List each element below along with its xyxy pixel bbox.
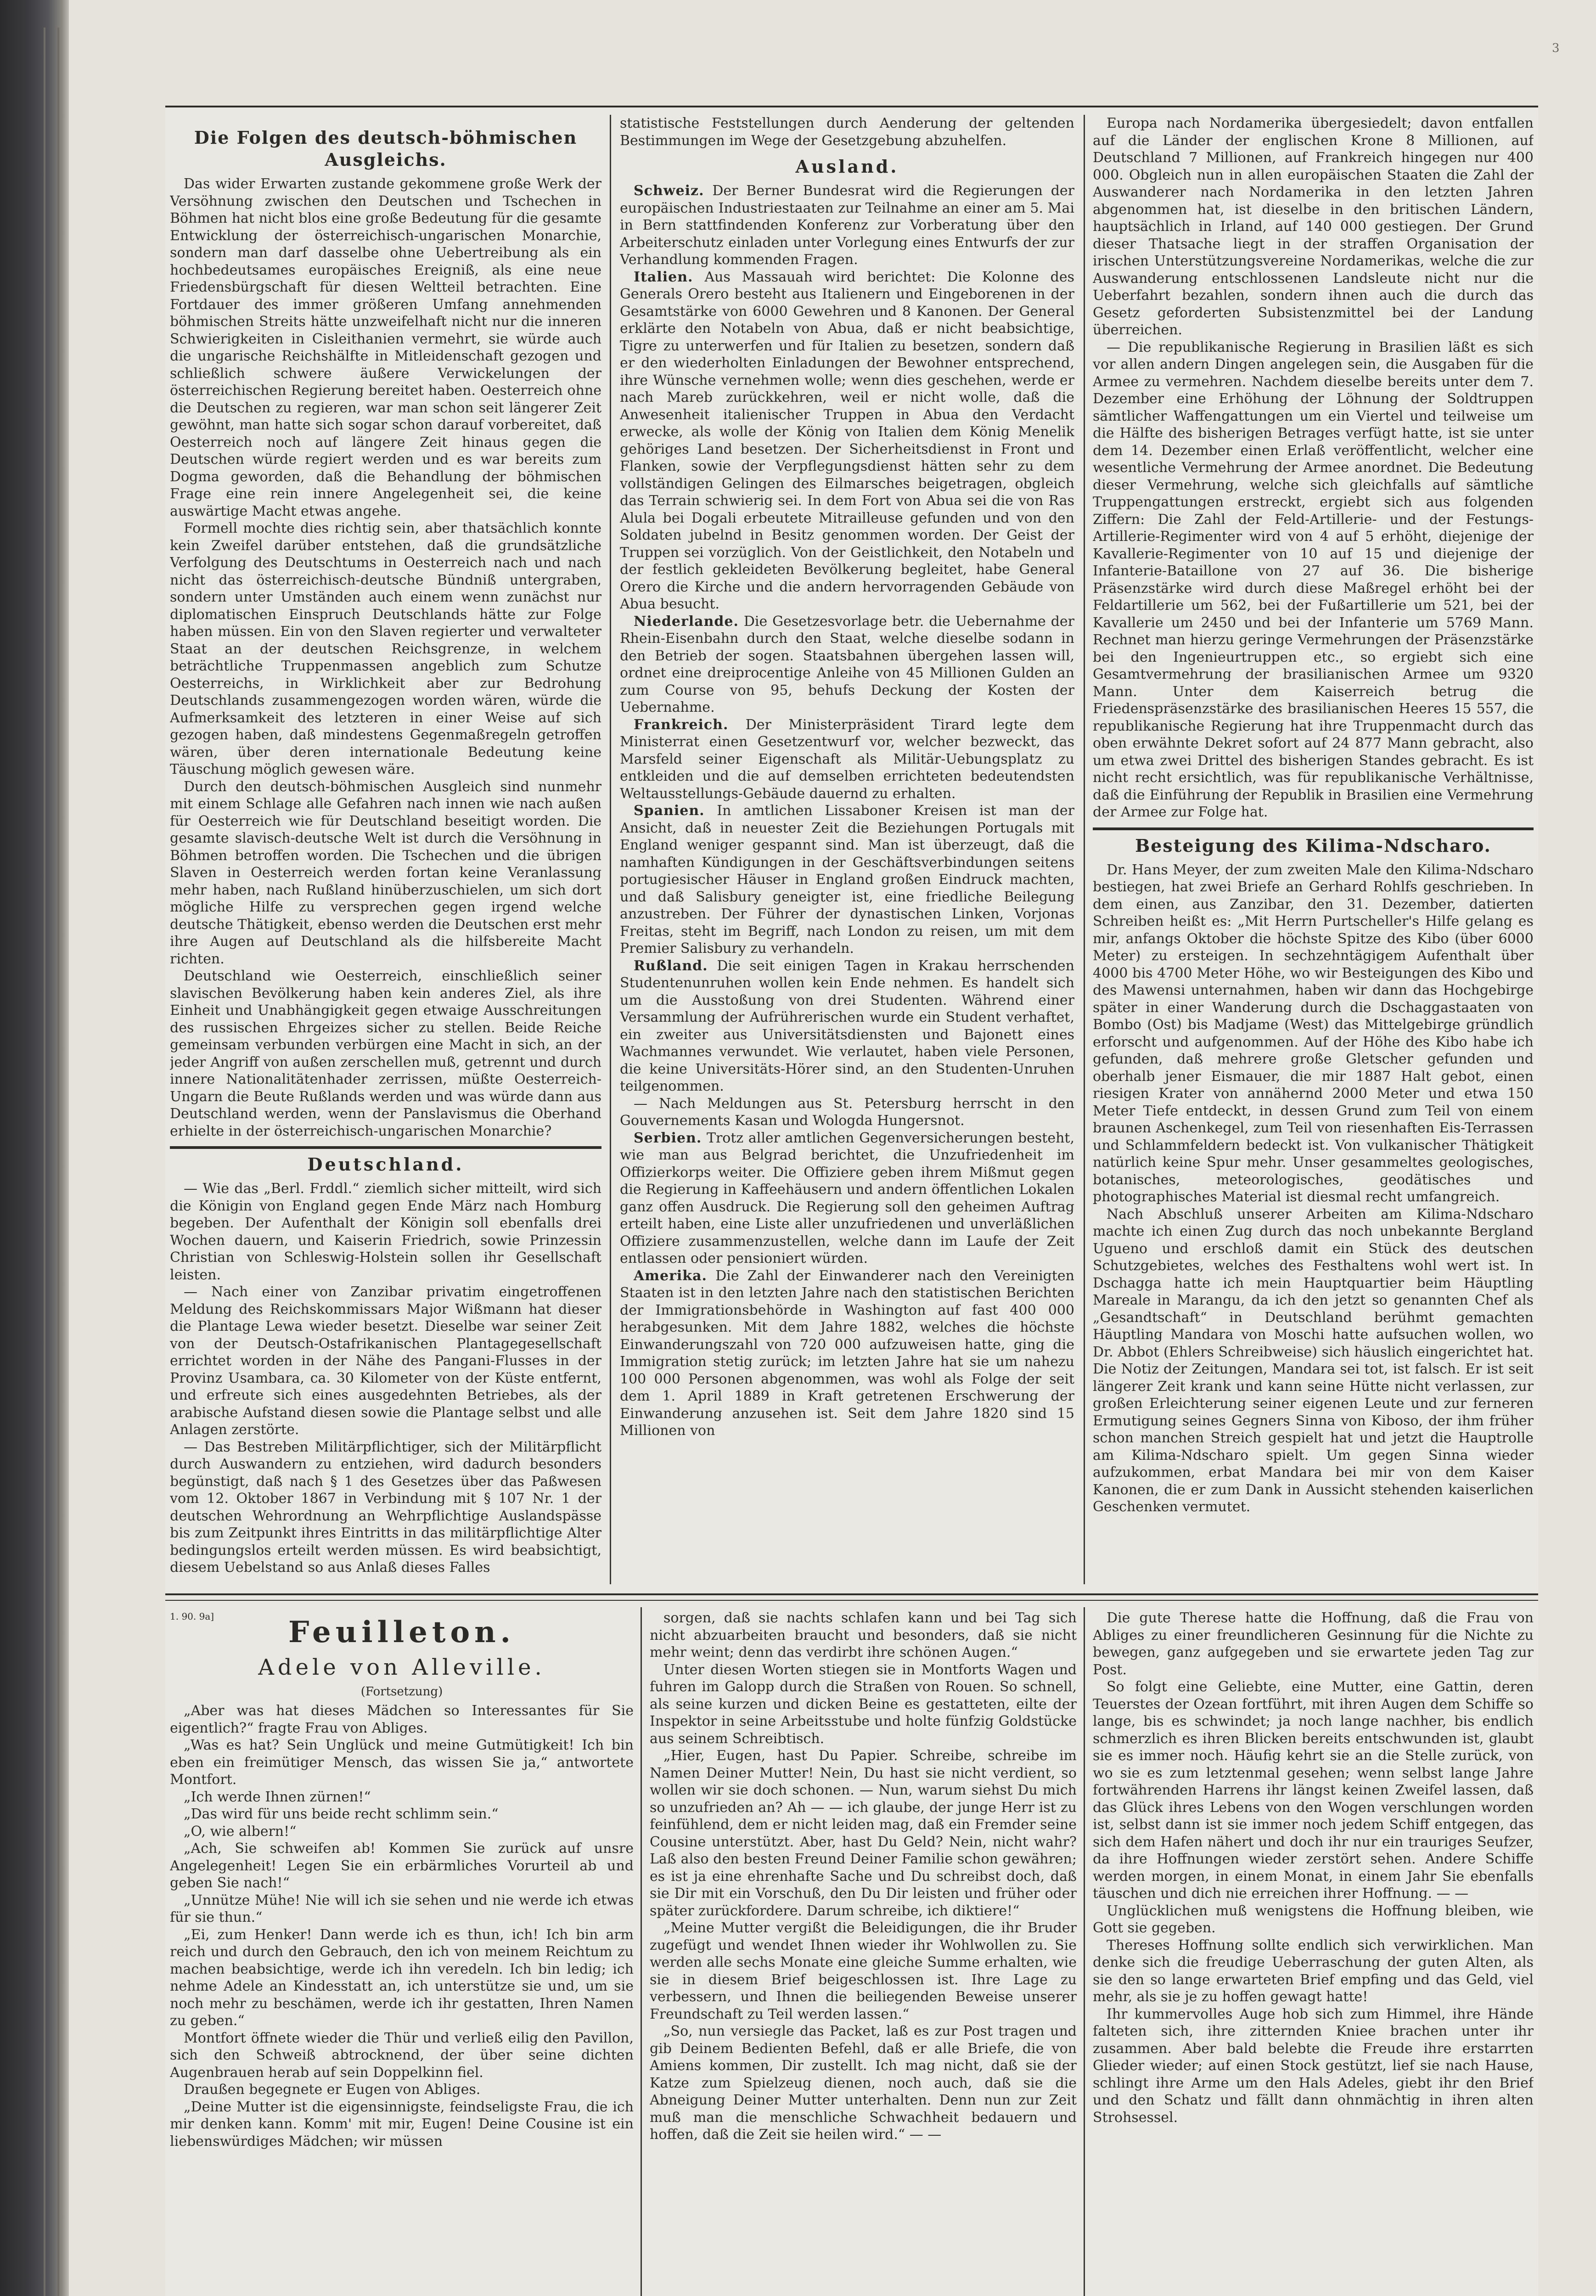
article-body-ausgleich [170,175,601,1140]
feuilleton-column-3 [1093,1609,1534,2296]
news-item-country: Schweiz. [634,183,704,199]
news-item: — Das Bestreben Militärpflichtiger, sich der Militärpflicht durch Auswandern zu entziehen, wird dadurch besonders begünstigt, daß nach § 1 des Gesetzes über das Paßwesen vom 12. Oktober 1867 in Verbindung mit § 107 Nr. 1 der deutschen Wehrordnung an Wehrpflichtige Auslandspässe bis zum Zeitpunkt ihres Eintritts in das militärpflichtige Alter bedingungslos erteilt werden müssen. Es wird beabsichtigt, diesem Uebelstand so aus Anlaß dieses Falles [170,1439,601,1576]
news-item [620,716,1074,803]
novel-text-3 [1093,1609,1534,2126]
novel-paragraph: „Das wird für uns beide recht schlimm sein.“ [184,1806,499,1822]
news-item-country: Amerika. [634,1267,707,1284]
news-item-country: Frankreich. [634,716,729,733]
novel-paragraph: Ihr kummervolles Auge hob sich zum Himmel, ihre Hände falteten sich, ihre zitternden Kniee brachen unter ihr zusammen. Aber bald belebte die Freude ihre erstarrten Glieder wieder; auf einen Stock gestützt, lief sie nach Hause, schlingt ihre Arme um den Hals Adeles, giebt ihr den Brief und den Schatz und fällt dann ohnmächtig in ihren alten Strohsessel. [1093,2006,1534,2126]
news-item-country: Rußland. [634,957,708,974]
news-item-text: Trotz aller amtlichen Gegenversicherungen besteht, wie man aus Belgrad berichtet, die Unzufriedenheit im Offizierkorps weiter. Die Offiziere geben ihrem Mißmut gegen die Regierung in Kaffeehäusern und andern öffentlichen Lokalen ganz offen Ausdruck. Die Regierung soll den geheimen Auftrag erteilt haben, eine Liste aller unzufriedenen und unverläßlichen Offiziere zusammenzustellen, welche dann im Laufe der Zeit entlassen oder pensioniert würden. [620,1130,1074,1266]
top-rule [165,106,1538,107]
novel-paragraph: „Was es hat? Sein Unglück und meine Gutmütigkeit! Ich bin eben ein freimütiger Mensch, das wissen Sie ja,“ antwortete Montfort. [170,1737,634,1788]
novel-paragraph: „Ach, Sie schweifen ab! Kommen Sie zurück auf unsre Angelegenheit! Legen Sie ein erbärmliches Vorurteil ab und geben Sie nach!“ [170,1840,634,1891]
news-item-text: Die Zahl der Einwanderer nach den Vereinigten Staaten ist in den letzten Jahre nach den statistischen Berichten der Immigrationsbehörde in Washington auf fast 400 000 herabgesunken. Mit dem Jahre 1882, welches die höchste Einwanderungszahl von 720 000 aufzuweisen hatte, ging die Immigration stetig zurück; im letzten Jahre hat sie um nahezu 100 000 Personen abgenommen, was wohl als Folge der seit dem 1. April 1889 in Kraft getretenen Erschwerung der Einwanderung anzusehen ist. Seit dem Jahre 1820 sind 15 Millionen von [620,1267,1074,1439]
column-rule [1084,115,1085,1584]
news-item-text: Die seit einigen Tagen in Krakau herrschenden Studentenunruhen wollen kein Ende nehmen. Es handelt sich um die Ausstoßung von drei Studenten. Während einer Versammlung der Aufrührerischen wurde ein Student verhaftet, ein zweiter aus Universitätsdiensten und Bajonett eines Wachmannes verwundet. Wie verlautet, haben viele Personen, die keine Universitäts-Hörer sind, an den Studenten-Unruhen teilgenommen. [620,957,1074,1094]
article-body-kilima [1093,861,1534,1516]
novel-paragraph: „So, nun versiegle das Packet, laß es zur Post tragen und gib Deinem Bedienten Befehl, daß er alle Briefe, die von Amiens kommen, Dir zustellt. Ich mag nicht, daß sie der Katze zum Spielzeug dienen, noch auch, daß sie die Abneigung Deiner Mutter unterhalten. Denn nun zur Zeit muß man die menschliche Schwachheit bedauern und hoffen, daß die Zeit sie heilen wird.“ — — [650,2023,1077,2143]
paragraph: Nach Abschluß unserer Arbeiten am Kilima-Ndscharo machte ich einen Zug durch das noch unbekannte Bergland Ugueno und erschloß damit ein Stück des deutschen Schutzgebietes, welches des Festhaltens wohl wert ist. In Dschagga hatte ich mein Hauptquartier beim Häuptling Mareale in Marangu, da ich den jetzt so genannten Chef als „Gesandtschaft“ in Deutschland berühmt gemachten Häuptling Mandara von Moschi hatte aufsuchen wollen, wo Dr. Abbot (Ehlers Schreibweise) sich häuslich eingerichtet hat. Die Notiz der Zeitungen, Mandara sei tot, ist falsch. Er ist seit längerer Zeit krank und kann seine Hütte nicht verlassen, zur großen Erleichterung seiner eigenen Leute und zur ferneren Ermutigung seines Gegners Sinna von Kiboso, der ihm früher schon manchen Streich gespielt hat und jetzt die Hauptrolle am Kilima-Ndscharo spielt. Um gegen Sinna wieder aufzukommen, erbat Mandara bei mir von dem Kaiser Kanonen, die er zum Dank in Aussicht stehenden kaiserlichen Geschenken vermutet. [1093,1206,1534,1515]
left-column [170,124,601,1584]
paragraph: — Die republikanische Regierung in Brasilien läßt es sich vor allen andern Dingen angelegen sein, die Ausgaben für die Armee zu vermehren. Nachdem dieselbe bereits unter dem 7. Dezember eine Erhöhung der Löhnung der Soldtruppen sämtlicher Waffengattungen um ein Viertel und teilweise um die Hälfte des bisherigen Betrages verfügt hatte, ist sie unter dem 14. Dezember einen Erlaß veröffentlicht, welcher eine wesentliche Vermehrung der Armee anordnet. Die Bedeutung dieser Vermehrung, welche sich gleichfalls auf sämtliche Truppengattungen erstreckt, ergiebt sich aus folgenden Ziffern: Die Zahl der Feld-Artillerie- und der Festungs-Artillerie-Regimenter wird von 4 auf 5 erhöht, diejenige der Kavallerie-Regimenter von 10 auf 15 und diejenige der Infanterie-Bataillone von 27 auf 36. Die bisherige Präsenzstärke wird durch diese Maßregel erhöht bei der Feldartillerie um 562, bei der Fußartillerie um 521, bei der Kavallerie um 2450 und bei der Infanterie um 5769 Mann. Rechnet man hierzu geringe Vermehrungen der Präsenzstärke bei den Ingenieurtruppen etc., so ergiebt sich eine Gesamtvermehrung der brasilianischen Armee um 9320 Mann. Unter dem Kaiserreich betrug die Friedenspräsenzstärke des brasilianischen Heeres 15 557, die republikanische Regierung hat ihre Truppenmacht durch das oben erwähnte Dekret sofort auf 24 877 Mann gebracht, also um etwa zwei Drittel des bisherigen Standes gebracht. Es ist nicht recht ersichtlich, was für republikanische Verhältnisse, daß die Einführung der Republik in Brasilien eine Vermehrung der Armee zur Folge hat. [1093,339,1534,820]
continuation-note: (Fortsetzung) [360,1685,443,1699]
novel-paragraph: „Aber was hat dieses Mädchen so Interessantes für Sie eigentlich?“ fragte Frau von Abliges. [170,1703,634,1736]
book-binding [0,0,69,2296]
novel-paragraph: Thereses Hoffnung sollte endlich sich verwirklichen. Man denke sich die freudige Ueberraschung der guten Alten, als sie den so lange erwarteten Brief empfing und das Geld, viel mehr, als sie je zu hoffen gewagt hatte! [1093,1937,1534,2005]
news-item [620,802,1074,957]
section-body-ausland [620,182,1074,1440]
issue-tag: 1. 90. 9a] [170,1611,214,1622]
novel-paragraph: „Unnütze Mühe! Nie will ich sie sehen und nie werde ich etwas für sie thun.“ [170,1892,634,1925]
news-item-text: Die Gesetzesvorlage betr. die Uebernahme der Rhein-Eisenbahn durch den Staat, welche dieselbe sodann in den Betrieb der sogen. Staatsbahnen übergehen lassen will, ordnet eine dreiprocentige Anleihe von 45 Millionen Gulden an zum Course von 95, behufs Deckung der Kosten der Uebernahme. [620,613,1074,715]
novel-paragraph: sorgen, daß sie nachts schlafen kann und bei Tag sich nicht abzuarbeiten braucht und besonders, daß sie nicht mehr weint; denn das verdirbt ihre schönen Augen.“ [650,1610,1077,1660]
right-column [1093,115,1534,1584]
section-body-deutschland [170,1180,601,1576]
article-title-kilima: Besteigung des Kilima-Ndscharo. [1135,835,1491,856]
section-title-deutschland: Deutschland. [307,1154,464,1175]
novel-text-2 [650,1609,1077,2144]
novel-paragraph: „Deine Mutter ist die eigensinnigste, feindseligste Frau, die ich mir denken kann. Komm' mit mir, Eugen! Deine Cousine ist ein liebenswürdiges Mädchen; wir müssen [170,2099,634,2150]
paragraph: Europa nach Nordamerika übergesiedelt; davon entfallen auf die Länder der englischen Krone 8 Millionen, auf Deutschland 7 Millionen, auf Frankreich hingegen nur 400 000. Obgleich nun in allen europäischen Staaten die Zahl der Auswanderer nach Nordamerika in den letzten Jahren abgenommen hat, ist dieselbe in den britischen Ländern, hauptsächlich in Irland, auf 140 000 gestiegen. Der Grund dieser Thatsache liegt in der straffen Organisation der irischen Unterstützungsvereine Nordamerikas, welche die zur Auswanderung entschlossenen Landsleute nicht nur die Ueberfahrt bezahlen, sondern ihnen auch die durch das Gesetz geforderten Subsistenzmittel bei der Landung überreichen. [1093,115,1534,338]
paragraph: Deutschland wie Oesterreich, einschließlich seiner slavischen Bevölkerung haben kein anderes Ziel, als ihre Einheit und Unabhängigkeit gegen etwaige Ausschreitungen des russischen Ehrgeizes sicher zu stellen. Beide Reiche gemeinsam verbunden verbürgen eine Macht in sich, an der jeder Angriff von außen zerschellen muß, getrennt und durch innere Nationalitätenhader zerrissen, müßte Oesterreich-Ungarn die Beute Rußlands werden und was würde dann aus Deutschland werden, wenn der Panslavismus die Oberhand erhielte in der österreichisch-ungarischen Monarchie? [170,968,601,1139]
novel-paragraph: „Ich werde Ihnen zürnen!“ [184,1789,371,1805]
news-item-text: Aus Massauah wird berichtet: Die Kolonne des Generals Orero besteht aus Italienern und Eingeborenen in der Gesamtstärke von 6000 Gewehren und 8 Kanonen. Der General erklärte den Notabeln von Abua, daß er nicht beabsichtige, Tigre zu unterwerfen und für Italien zu besetzen, sondern daß er den wiederholten Einladungen der Bewohner entsprechend, ihre Wünsche vernehmen wolle; wenn dies geschehen, werde er nach Mareb zurückkehren, weil er nicht wolle, daß die Anwesenheit italienischer Truppen in Abua den Verdacht erwecke, als wolle der König von Italien dem König Menelik gehöriges Land besetzen. Der Sicherheitsdienst in Front und Flanken, sowie der Verpflegungsdienst hätten sehr zu dem vollständigen Gelingen des Eilmarsches beigetragen, obgleich das Terrain schwierig sei. In dem Fort von Abua sei die von Ras Alula bei Dogali erbeutete Mitrailleuse gefunden und von den Soldaten jubelnd in Besitz genommen worden. Der Geist der Truppen sei vorzüglich. Von der Geistlichkeit, den Notabeln und der festlich gekleideten Bevölkerung begleitet, habe General Orero die Kirche und die andern hervorragenden Gebäude von Abua besucht. [620,269,1074,612]
news-item [620,1267,1074,1440]
middle-column [620,115,1074,1584]
news-item: — Nach einer von Zanzibar privatim eingetroffenen Meldung des Reichskommissars Major Wißmann hat dieser die Plantage Lewa wieder besetzt. Dieselbe war seiner Zeit von der Deutsch-Ostafrikanischen Plantagegesellschaft errichtet worden in der Nähe des Pangani-Flusses in der Provinz Usambara, ca. 30 Kilometer von der Küste entfernt, und erfreute sich eines ausgedehnten Betriebes, als der arabische Aufstand diesen sowie die Plantage selbst und alle Anlagen zerstörte. [170,1284,601,1438]
novel-paragraph: „Ei, zum Henker! Dann werde ich es thun, ich! Ich bin arm reich und durch den Gebrauch, den ich von meinem Reichtum zu machen beabsichtige, werde ich ihn veredeln. Ich bin ledig; ich nehme Adele an Kindesstatt an, ich unterstütze sie und, um sie noch mehr zu beschämen, werde ich ihr gestatten, Ihren Namen zu geben.“ [170,1926,634,2029]
paragraph: Dr. Hans Meyer, der zum zweiten Male den Kilima-Ndscharo bestiegen, hat zwei Briefe an Gerhard Rohlfs geschrieben. In dem einen, aus Zanzibar, den 31. Dezember, datierten Schreiben heißt es: „Mit Herrn Purtscheller's Hilfe gelang es mir, anfangs Oktober die höchste Spitze des Kibo (über 6000 Meter) zu ersteigen. In sechzehntägigem Aufenthalt über 4000 bis 4700 Meter Höhe, wo wir Besteigungen des Kibo und des Mawensi unternahmen, haben wir dann das Hochgebirge später in einer Wanderung durch die Dschaggastaaten von Bombo (Ost) bis Madjame (West) das Mittelgebirge gründlich erforscht und aufgenommen. Auf der Höhe des Kibo habe ich gefunden, daß mehrere große Gletscher gefunden und oberhalb jener Eismauer, die mir 1887 Halt gebot, einen riesigen Krater von annähernd 2000 Meter und etwa 150 Meter Tiefe entdeckt, in dessen Grund zum Teil von einem braunen Aschenkegel, zum Teil von riesenhaften Eis-Terrassen und Schlammfeldern bedeckt ist. Von vulkanischer Thätigkeit natürlich keine Spur mehr. Unser gesammeltes geologisches, botanisches, meteorologisches, geodätisches und photographisches Material ist diesmal recht umfangreich. [1093,861,1534,1205]
feuilleton-column-1 [170,1609,634,2296]
paragraph: Durch den deutsch-böhmischen Ausgleich sind nunmehr mit einem Schlage alle Gefahren nach innen wie nach außen für Oesterreich wie für Deutschland beseitigt worden. Die gesamte slavisch-deutsche Welt ist durch die Versöhnung in Böhmen betroffen worden. Die Tschechen und die übrigen Slaven in Oesterreich werden fortan keine Veranlassung mehr haben, nach Rußland hinüberzuschielen, um sich dort mögliche Hilfe zu versprechen gegen irgend welche deutsche Thätigkeit, ebenso werden die Deutschen erst mehr ihre Augen auf Deutschland als die hilfsbereite Macht richten. [170,778,601,967]
novel-paragraph: „Meine Mutter vergißt die Beleidigungen, die ihr Bruder zugefügt und wendet Ihnen wieder ihr Wohlwollen zu. Sie werden alle sechs Monate eine gleiche Summe erhalten, wie sie in diesem Brief beigeschlossen ist. Ihre Lage zu verbessern, und Ihnen die beiliegenden Beweise unserer Freundschaft zu Teil werden lassen.“ [650,1920,1077,2022]
novel-paragraph: „O, wie albern!“ [184,1823,297,1840]
news-item: — Wie das „Berl. Frddl.“ ziemlich sicher mitteilt, wird sich die Königin von England gegen Ende März nach Homburg begeben. Der Aufenthalt der Königin soll ebenfalls drei Wochen dauern, und Kaiserin Friedrich, sowie Prinzessin Christian von Schleswig-Holstein sollen ihr Gesellschaft leisten. [170,1181,601,1283]
binding-rules [44,28,59,2296]
novel-paragraph: Draußen begegnete er Eugen von Abliges. [184,2082,481,2098]
column-rule [610,115,611,1584]
news-item-country: Niederlande. [634,613,739,630]
novel-paragraph: Montfort öffnete wieder die Thür und verließ eilig den Pavillon, sich den Schweiß abtrocknend, der über seine dichten Augenbrauen herab auf sein Doppelkinn fiel. [170,2030,634,2081]
article-body-brasilien [1093,115,1534,821]
opening-paragraph: statistische Feststellungen durch Aenderung der geltenden Bestimmungen im Wege der Gesetzgebung abzuhelfen. [620,115,1074,149]
news-item-text: — Nach Meldungen aus St. Petersburg herrscht in den Gouvernements Kasan und Wologda Hungersnot. [620,1095,1074,1129]
section-divider [1093,827,1534,830]
section-title-ausland: Ausland. [795,156,899,177]
novel-paragraph: Unter diesen Worten stiegen sie in Montforts Wagen und fuhren im Galopp durch die Straßen von Rouen. So schnell, als seine kurzen und dicken Beine es gestatteten, eilte der Inspektor in seine Arbeitsstube und holte fünfzig Goldstücke aus seinem Schreibtisch. [650,1661,1077,1747]
news-item-country: Italien. [634,269,693,285]
news-item [620,957,1074,1095]
feuilleton-title: Feuilleton. [288,1615,515,1649]
news-item-text: Der Berner Bundesrat wird die Regierungen der europäischen Industriestaaten zur Teilnahme an einer am 5. Mai in Bern stattfindenden Konferenz zur Vorberatung über den Arbeiterschutz einladen unter Vorlegung eines Entwurfs der zur Verhandlung kommenden Fragen. [620,183,1074,268]
page-corner-mark: 3 [1552,41,1560,55]
news-item-text: Der Ministerpräsident Tirard legte dem Ministerrat einen Gesetzentwurf vor, welcher bezweckt, das Marsfeld seiner Eigenschaft als Militär-Uebungsplatz zu entkleiden und die auf demselben errichteten bedeutendsten Weltausstellungs-Gebäude dauernd zu erhalten. [620,716,1074,802]
feuilleton-column-2 [650,1609,1077,2296]
news-item [620,1095,1074,1130]
novel-paragraph: Unglücklichen muß wenigstens die Hoffnung bleiben, wie Gott sie gegeben. [1093,1902,1534,1936]
novel-text-1 [170,1702,634,2150]
novel-paragraph: Die gute Therese hatte die Hoffnung, daß die Frau von Abliges zu einer freundlicheren Gesinnung für die Nichte zu bewegen, ganz aufgegeben und sie erwartete jeden Tag zur Post. [1093,1610,1534,1678]
column-rule [1084,1607,1085,2296]
article-title-ausgleich: Die Folgen des deutsch-böhmischen Ausgleichs. [194,127,578,170]
news-item [620,613,1074,716]
feuilleton-rule-thin [165,1600,1538,1601]
news-item-text: In amtlichen Lissaboner Kreisen ist man der Ansicht, daß in neuester Zeit die Beziehungen Portugals mit England weniger gespannt sind. Man ist überzeugt, daß die namhaften Kündigungen in der Geschäftsverbindungen seitens portugiesischer Häuser in England großen Eindruck machten, und daß Salisbury geneigter ist, eine friedliche Beilegung anzustreben. Der Führer der dynastischen Linken, Vorjonas Freitas, steht im Begriff, nach London zu reisen, um mit dem Premier Salisbury zu verhandeln. [620,803,1074,957]
paragraph: Formell mochte dies richtig sein, aber thatsächlich konnte kein Zweifel darüber entstehen, daß die grundsätzliche Verfolgung des Deutschtums in Oesterreich nach und nach nicht das österreichisch-deutsche Bündniß untergraben, sondern unter Umständen auch einem wenn zunächst nur diplomatischen Einspruch Deutschlands hätte zur Folge haben müssen. Ein von den Slaven regierter und verwalteter Staat an der deutschen Reichsgrenze, in welchem beträchtliche Truppenmassen angeblich zum Schutze Oesterreichs, in Wirklichkeit aber zur Bedrohung Deutschlands zusammengezogen worden wären, würde die Aufmerksamkeit des letzteren in einer Weise auf sich gezogen haben, daß mindestens Gegenmaßregeln getroffen wären, über deren internationale Bedeutung keine Täuschung möglich gewesen wäre. [170,520,601,777]
news-item [620,182,1074,269]
newspaper-page [165,106,1538,2296]
news-item-country: Serbien. [634,1130,702,1146]
paragraph: Das wider Erwarten zustande gekommene große Werk der Versöhnung zwischen den Deutschen und Tschechen in Böhmen hat nicht blos eine große Bedeutung für die gesamte Entwicklung der österreichisch-ungarischen Monarchie, sondern man darf dasselbe ohne Uebertreibung als ein hochbedeutsames europäisches Ereigniß, als eine neue Friedensbürgschaft für diesen Weltteil betrachten. Eine Fortdauer des immer größeren Umfang annehmenden böhmischen Streits hätte unzweifelhaft nicht nur die inneren Schwierigkeiten in Cisleithanien vermehrt, sie würde auch die ungarische Reichshälfte in Mitleidenschaft gezogen und schließlich schwere äußere Verwickelungen der österreichischen Regierung bereitet haben. Oesterreich ohne die Deutschen zu regieren, war man schon seit längerer Zeit gewöhnt, man hatte sich sogar schon darauf vorbereitet, daß Oesterreich noch auf längere Zeit hinaus gegen die Deutschen würde regiert werden und es war bereits zum Dogma geworden, daß die Behandlung der böhmischen Frage eine rein innere Angelegenheit sei, die keine auswärtige Macht etwas angehe. [170,176,601,519]
novel-paragraph: So folgt eine Geliebte, eine Mutter, eine Gattin, deren Teuerstes der Ozean fortführt, mit ihren Augen dem Schiffe so lange, bis es schwindet; ja noch lange nachher, bis endlich schmerzlich es ihren Blicken bereits entschwunden ist, glaubt sie es immer noch. Häufig kehrt sie an die Stelle zurück, von wo sie es zum letztenmal gesehen; wenn selbst lange Jahre fortwährenden Harrens ihr längst keinen Zweifel lassen, daß das Glück ihres Lebens von den Wogen verschlungen worden ist, selbst dann ist sie immer noch jedem Schiff entgegen, das sich dem Hafen nähert und doch ihr nur ein trauriges Seufzer, da ihre Hoffnungen wieder zerstört sehen. Andere Schiffe werden morgen, in einem Monat, in einem Jahr Sie ebenfalls täuschen und dich nie erreichen ihrer Hoffnung. — — [1093,1679,1534,1902]
news-item [620,269,1074,613]
news-item-country: Spanien. [634,803,705,819]
news-item [620,1130,1074,1267]
column-rule [641,1607,642,2296]
section-divider [170,1146,601,1149]
novel-paragraph: „Hier, Eugen, hast Du Papier. Schreibe, schreibe im Namen Deiner Mutter! Nein, Du hast sie nicht verdient, so wollen wir sie doch schonen. — Nun, warum siehst Du mich so unzufrieden an? Ah — — ich glaube, der junge Herr ist zu feinfühlend, dem er nicht leiden mag, daß ein Fremder seine Cousine unterstützt. Aber, hast Du Geld? Nein, nicht wahr? Laß also den besten Freund Deiner Familie schon gewähren; es ist ja eine ehrenhafte Sache und Du schreibst doch, daß sie Dir mit ein Vorschuß, den Du Dir leisten und früher oder später zurückfordere. Darum schreibe, ich diktiere!“ [650,1748,1077,1919]
novel-title: Adele von Alleville. [258,1654,545,1680]
feuilleton-rule [165,1593,1538,1595]
